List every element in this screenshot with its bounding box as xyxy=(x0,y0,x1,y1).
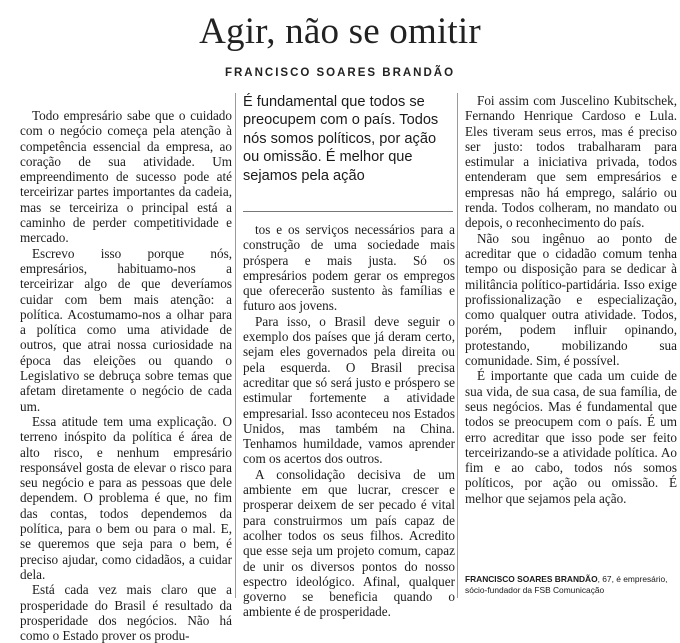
paragraph: Escrevo isso porque nós, empresários, habituamo-nos a terceirizar algo de que deveríamos cuidar com bem mais atenção: a política. Acostumamo-nos a olhar para a política como uma atividade de outros, que atrai nossa curiosidade na época das eleições ou quando o Legislativo se debruça sobre temas que afetam diretamente o negócio de cada um. xyxy=(20,245,232,414)
pull-quote-rule xyxy=(243,211,453,212)
article-column-1 xyxy=(20,108,232,643)
paragraph: Todo empresário sabe que o cuidado com o negócio começa pela atenção à competência essencial da empresa, ao coração de sua atividade. Um empreendimento de sucesso pode até terceirizar partes importantes da cadeia, mas se terceiriza o principal está a caminho de perder competitividade e mercado. xyxy=(20,108,232,246)
paragraph: Não sou ingênuo ao ponto de acreditar que o cidadão comum tenha tempo ou disposição para se dedicar à militância político-partidária. Isso exige profissionalização e especialização, como qualquer outra atividade. Todos, porém, podem influir opinando, protestando, mobilizando sua comunidade. Sim, é possível. xyxy=(465,230,677,369)
paragraph: É importante que cada um cuide de sua vida, de sua casa, de sua família, de seus negócios. Mas é fundamental que todos se preocupem com o país. É um erro acreditar que isso pode ser feito terceirizando-se a atividade política. Ao fim e ao cabo, todos nós somos políticos, por ação ou omissão. É melhor que sejamos pela ação. xyxy=(465,368,677,506)
article-title: Agir, não se omitir xyxy=(199,11,481,52)
bio-text: , 67, é empresário, sócio-fundador da FSB Comunicação xyxy=(465,574,668,595)
column-divider xyxy=(235,93,236,598)
paragraph: Foi assim com Juscelino Kubitschek, Fernando Henrique Cardoso e Lula. Eles tiveram seus erros, mas é preciso ser justo: todos trabalharam para estimular a iniciativa privada, todos entenderam que sem empresários e empresas não há emprego, salário ou renda. Todos colheram, no mandato ou depois, o reconhecimento do país. xyxy=(465,93,677,231)
pull-quote: É fundamental que todos se preocupem com o país. Todos nós somos políticos, por ação ou omissão. É melhor que sejamos pela ação xyxy=(243,94,439,184)
paragraph: A consolidação decisiva de um ambiente em que lucrar, crescer e prosperar deixem de ser pecado é vital para construirmos um país capaz de acolher todos os seus filhos. Acredito que esse seja um projeto comum, capaz de unir os diversos pontos do nosso espectro ideológico. Afinal, qualquer governo se beneficia quando o ambiente é de prosperidade. xyxy=(243,466,455,620)
article-column-2 xyxy=(243,93,455,620)
author-bio xyxy=(465,574,677,596)
article-column-3 xyxy=(465,93,677,565)
paragraph: Essa atitude tem uma explicação. O terreno inóspito da política é área de alto risco, e nenhum empresário responsável gosta de elevar o risco para seu negócio e para as pessoas que dele dependem. O problema é que, no fim das contas, todos dependemos da política, para o bem ou para o mal. E, se queremos que seja para o bem, é preciso ajudar, como cidadãos, a cuidar dela. xyxy=(20,413,232,582)
paragraph: Está cada vez mais claro que a prosperidade do Brasil é resultado da prosperidade dos negócios. Não há como o Estado prover os produ- xyxy=(20,582,232,643)
paragraph: tos e os serviços necessários para a construção de uma sociedade mais próspera e mais justa. Só os empresários podem gerar os empregos que oferecerão sustento às famílias e futuro aos jovens. xyxy=(243,222,455,314)
column-divider xyxy=(457,93,458,598)
paragraph: Para isso, o Brasil deve seguir o exemplo dos países que já deram certo, sejam eles governados pela direita ou pela esquerda. O Brasil precisa acreditar que só será justo e próspero se estimular fortemente a atividade empresarial. Isso aconteceu nos Estados Unidos, mas também na China. Tenhamos humildade, vamos aprender com os acertos dos outros. xyxy=(243,313,455,467)
author-byline: FRANCISCO SOARES BRANDÃO xyxy=(224,67,456,79)
bio-name: FRANCISCO SOARES BRANDÃO xyxy=(465,574,598,584)
